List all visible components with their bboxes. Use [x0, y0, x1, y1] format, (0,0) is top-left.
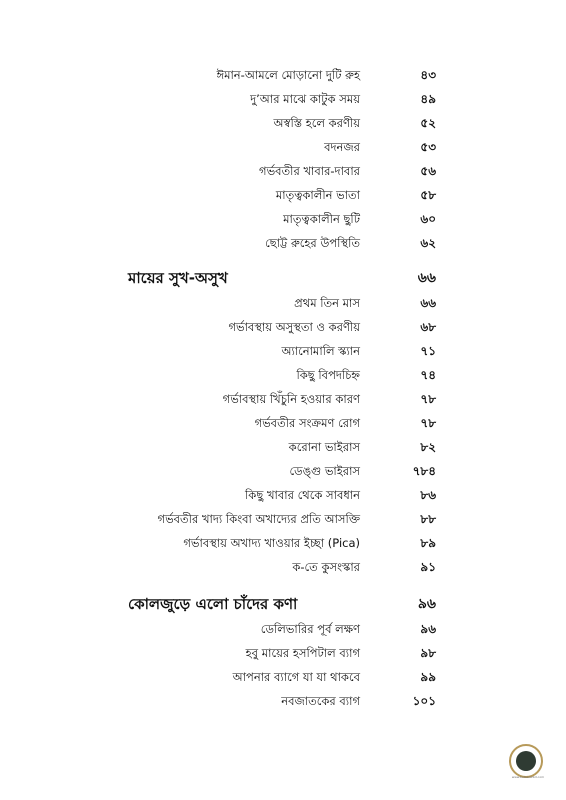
toc-entry	[0, 364, 566, 386]
toc-entry	[0, 388, 566, 410]
toc-entry-page: ৮৯	[420, 536, 436, 550]
section-page: ৯৬	[417, 596, 436, 612]
toc-entry-title: অস্বস্তি হলে করণীয়	[273, 116, 360, 130]
toc-entry-page: ৭৮৪	[412, 464, 436, 478]
toc-entry-page: ৬২	[420, 236, 436, 250]
toc-entry	[0, 208, 566, 230]
toc-entry-page: ৭৪	[420, 368, 436, 382]
publisher-logo-icon	[509, 744, 543, 778]
toc-entry-title: কিছু বিপদচিহ্ন	[296, 368, 360, 382]
toc-entry-title: বদনজর	[324, 140, 360, 154]
toc-entry-page: ৮২	[420, 440, 436, 454]
toc-entry	[0, 508, 566, 530]
toc-entry-title: গর্ভাবস্থায় অখাদ্য খাওয়ার ইচ্ছা (Pica)	[183, 536, 360, 550]
toc-entry-title: গর্ভবতীর সংক্রমণ রোগ	[254, 416, 360, 430]
toc-entry	[0, 160, 566, 182]
toc-entry-page: ৭৮	[420, 392, 436, 406]
toc-entry-title: ঈমান-আমলে মোড়ানো দুটি রুহ	[216, 68, 360, 82]
toc-entry-title: করোনা ভাইরাস	[288, 440, 360, 454]
toc-entry-title: অ্যানোমালি স্ক্যান	[281, 344, 360, 358]
toc-entry-title: ডেঙ্গু ভাইরাস	[289, 464, 360, 478]
toc-entry-title: হবু মায়ের হসপিটাল ব্যাগ	[245, 646, 360, 660]
toc-entry-page: ৯৬	[420, 622, 436, 636]
toc-entry-title: গর্ভবতীর খাদ্য কিংবা অখাদ্যের প্রতি আসক্তি	[157, 512, 360, 526]
toc-entry-page: ৬০	[420, 212, 436, 226]
toc-entry-title: কিছু খাবার থেকে সাবধান	[245, 488, 360, 502]
toc-entry-title: গর্ভাবস্থায় অসুস্থতা ও করণীয়	[228, 320, 360, 334]
toc-entry-page: ৭১	[420, 344, 436, 358]
toc-entry-title: দু’আর মাঝে কাটুক সময়	[250, 92, 360, 106]
toc-entry-title: ক-তে কুসংস্কার	[292, 560, 360, 574]
toc-entry-page: ৬৬	[420, 296, 436, 310]
toc-entry	[0, 556, 566, 578]
toc-entry-title: মাতৃত্বকালীন ছুটি	[283, 212, 360, 226]
toc-entry-title: গর্ভবতীর খাবার-দাবার	[259, 164, 360, 178]
toc-entry-title: মাতৃত্বকালীন ভাতা	[275, 188, 360, 202]
toc-entry	[0, 666, 566, 688]
toc-entry	[0, 642, 566, 664]
section-page: ৬৬	[417, 270, 436, 286]
toc-entry-page: ৫৬	[420, 164, 436, 178]
toc-section-heading	[0, 266, 566, 288]
toc-entry	[0, 316, 566, 338]
toc-entry-page: ৭৮	[420, 416, 436, 430]
toc-entry-page: ৫২	[420, 116, 436, 130]
toc-entry-title: গর্ভাবস্থায় খিঁচুনি হওয়ার কারণ	[222, 392, 360, 406]
toc-entry	[0, 292, 566, 314]
section-title: কোলজুড়ে এলো চাঁদের কণা	[128, 595, 298, 613]
toc-entry-page: ১০১	[412, 694, 436, 708]
section-title: মায়ের সুখ-অসুখ	[128, 269, 228, 287]
toc-entry-title: ছোট্ট রুহের উপস্থিতি	[265, 236, 360, 250]
toc-entry	[0, 232, 566, 254]
toc-entry	[0, 64, 566, 86]
toc-entry-title: প্রথম তিন মাস	[294, 296, 360, 310]
toc-entry-page: ৫৮	[420, 188, 436, 202]
logo-emblem-icon	[516, 751, 536, 771]
toc-entry-page: ৯১	[420, 560, 436, 574]
toc-entry	[0, 690, 566, 712]
toc-entry-page: ৬৮	[420, 320, 436, 334]
toc-entry	[0, 412, 566, 434]
toc-entry-page: ৪৩	[420, 68, 436, 82]
logo-url-text: www.boibazarbd.com	[511, 775, 545, 779]
toc-entry	[0, 340, 566, 362]
toc-entry-page: ৪৯	[420, 92, 436, 106]
toc-entry	[0, 136, 566, 158]
toc-entry-page: ৫৩	[420, 140, 436, 154]
toc-entry-title: নবজাতকের ব্যাগ	[281, 694, 360, 708]
toc-entry	[0, 88, 566, 110]
toc-entry-page: ৯৯	[420, 670, 436, 684]
toc-entry	[0, 436, 566, 458]
toc-entry-page: ৯৮	[420, 646, 436, 660]
toc-entry	[0, 184, 566, 206]
toc-entry	[0, 532, 566, 554]
toc-entry	[0, 112, 566, 134]
toc-entry-title: আপনার ব্যাগে যা যা থাকবে	[232, 670, 360, 684]
toc-section-heading	[0, 592, 566, 614]
toc-entry-title: ডেলিভারির পূর্ব লক্ষণ	[260, 622, 360, 636]
toc-entry	[0, 460, 566, 482]
toc-entry-page: ৮৮	[420, 512, 436, 526]
toc-entry	[0, 484, 566, 506]
toc-entry-page: ৮৬	[420, 488, 436, 502]
toc-entry	[0, 618, 566, 640]
